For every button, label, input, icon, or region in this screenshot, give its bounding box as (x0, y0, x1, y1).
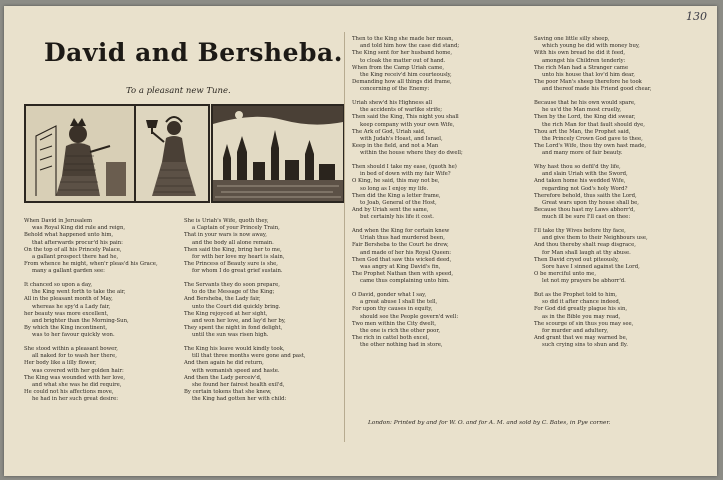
verse-line: so did it after chance indeed, (542, 299, 621, 306)
verse-line: The rich Man had a Stranger came (534, 64, 629, 71)
verse-line: It chanced so upon a day, (24, 282, 93, 289)
verse-line: was covered with her golden hair: (32, 367, 124, 374)
verse-line: Saving one little silly sheep, (534, 36, 610, 42)
city-skyline-image (213, 106, 343, 201)
verse-line: And then the Lady perceiv'd, (184, 374, 262, 381)
verse-line: Uriah thus had murdered been, (360, 235, 445, 242)
stanza (352, 100, 463, 158)
verse-line: amongst his Children tenderly: (542, 57, 626, 64)
verse-line: her beauty was more excellent, (24, 310, 109, 317)
verse-line: Then said the King, This night you shall (352, 114, 459, 121)
verse-line: O be merciful unto me, (534, 271, 597, 278)
stanza (352, 36, 463, 94)
stanza (24, 346, 158, 404)
verse-line: regarding not God's holy Word? (542, 185, 628, 192)
verse-line: should see the People govern'd well: (360, 313, 459, 320)
stanza (184, 282, 306, 340)
verse-line: for Man shall laugh at thy abuse. (542, 249, 631, 256)
verse-line: all naked for to wash her there, (32, 353, 117, 360)
verse-line: he us'd the Man most cruelly, (542, 107, 622, 114)
verse-line: and many more of fair beauty. (542, 150, 623, 157)
seated-king-woodcut (24, 104, 136, 203)
verse-line: Sore have I sinned against the Lord, (542, 264, 640, 271)
verse-line: And then again he did return, (184, 360, 264, 367)
tune-subtitle: To a pleasant new Tune. (126, 86, 231, 96)
verse-line: was to her favour quickly won. (32, 332, 115, 339)
verse-line: They spent the night in fond delight, (184, 325, 283, 332)
verse-line: Thou art the Man, the Prophet said, (534, 128, 631, 135)
verse-line: Two men within the City dwelt, (352, 320, 437, 327)
verse-line: With his own bread he did it feed, (534, 50, 626, 57)
verse-line: keep company with your own Wife, (360, 121, 455, 128)
verse-line: The scourge of sin thus you may see, (534, 320, 634, 327)
verse-line: and won her love, and lay'd her by, (192, 318, 286, 325)
verse-line: the rich Man for that fault should dye, (542, 121, 645, 128)
verse-line: came thus complaining unto him. (360, 278, 450, 285)
verse-line: and told him how the case did stand; (360, 43, 460, 50)
verse-line: Then David cryed out piteously, (534, 256, 619, 263)
verse-line: as in the Bible you may read, (542, 313, 621, 320)
stanza (534, 100, 651, 158)
verse-line: the one is rich the other poor, (360, 328, 441, 335)
verse-line: And grant that we may warned be, (534, 335, 628, 342)
verse-line: and what she was he did require, (32, 382, 122, 389)
verse-column-1 (24, 218, 158, 410)
verse-line: till that three months were gone and past, (192, 353, 306, 360)
stanza (184, 346, 306, 404)
verse-line: with Judah's Hoast, and Israel, (360, 136, 443, 143)
verse-line: The Prophet Nathan then with speed, (352, 271, 454, 278)
verse-line: For God did greatly plague his sin, (534, 306, 628, 313)
verse-line: a gallant prospect there had he, (32, 254, 119, 261)
verse-line: many a gallant garden see: (32, 268, 105, 275)
verse-line: to cloak the matter out of hand. (360, 57, 446, 64)
verse-line: The Servants they do soon prepare, (184, 282, 280, 289)
stanza (352, 164, 463, 222)
verse-line: which young he did with money buy, (542, 43, 640, 50)
verse-line: When from the Camp Uriah came, (352, 64, 445, 71)
verse-line: Why hast thou so defil'd thy life, (534, 164, 621, 171)
verse-line: Uriah shew'd his Highness all (352, 100, 433, 107)
verse-line: Then said the King, bring her to me, (184, 246, 282, 253)
verse-line: The poor Man's sheep therefore he took (534, 79, 642, 86)
verse-line: Then should I take my ease, (quoth he) (352, 164, 457, 171)
verse-line: That in your wars is now away, (184, 232, 267, 239)
verse-line: the King had gotten her with child: (192, 396, 287, 403)
seated-king-image (26, 106, 134, 201)
broadside-sheet (4, 6, 717, 476)
verse-line: and give them to their Neighbours use, (542, 235, 648, 242)
verse-line: a great abuse I shall the tell, (360, 299, 438, 306)
verse-line: Great wars upon thy house shall be, (542, 200, 639, 207)
stanza (534, 36, 651, 94)
verse-line: was Royal King did rule and reign, (32, 225, 126, 232)
verse-line: O King, he said, this may not be, (352, 178, 440, 185)
verse-line: I'll take thy Wives before thy face, (534, 228, 626, 235)
folio-number: 130 (686, 10, 707, 23)
verse-line: The rich in cattel both excel, (352, 335, 430, 342)
verse-line: But as the Prophet told to him, (534, 292, 617, 299)
verse-line: was angry at King David's fin, (360, 264, 441, 271)
verse-line: The Princess of Beauty sure is she, (184, 261, 278, 268)
verse-line: Her body like a lilly flower, (24, 360, 97, 367)
verse-line: For upon thy causes in equity, (352, 306, 433, 313)
verse-column-3 (352, 36, 463, 356)
verse-line: Then God that saw this wicked deed, (352, 256, 452, 263)
stanza (24, 282, 158, 340)
verse-line: Then by the Lord, the King did swear, (534, 114, 636, 121)
verse-line: Behold what happened unto him, (24, 232, 114, 239)
verse-line: with womanish speed and haste. (192, 367, 280, 374)
verse-line: The King sent for her husband home, (352, 50, 453, 57)
verse-line: And Bersheba, the Lady fair, (184, 296, 261, 303)
verse-line: unto his house that lov'd him dear, (542, 72, 635, 79)
verse-line: to do the Message of the King; (192, 289, 275, 296)
verse-line: so long as I enjoy my life. (360, 185, 429, 192)
verse-line: she found her fairest health exil'd, (192, 382, 285, 389)
stanza (534, 292, 651, 350)
verse-column-4 (534, 36, 651, 356)
verse-line: And thou thereby shalt reap disgrace, (534, 242, 636, 249)
verse-line: The King was wounded with her love, (24, 374, 126, 381)
verse-line: the Princely Crown God gave to thee, (542, 136, 643, 143)
stanza (352, 292, 463, 350)
verse-line: Demanding how all things did frame, (352, 79, 452, 86)
verse-line: and thereof made his Friend good chear, (542, 86, 652, 93)
stanza (184, 218, 306, 276)
verse-line: he had in her such great desire: (32, 396, 119, 403)
ballad-title: David and Bersheba. (44, 38, 343, 67)
stanza (24, 218, 158, 276)
verse-line: By which the King incontinent, (24, 325, 108, 332)
verse-line: The Ark of God, Uriah said, (352, 128, 426, 135)
verse-line: and brighter than the Morning-Sun, (32, 318, 129, 325)
verse-line: She stood within a pleasant bower, (24, 346, 118, 353)
verse-line: for with her love my heart is slain, (192, 254, 285, 261)
verse-line: On the top of all his Princely Palace, (24, 246, 122, 253)
column-divider (344, 32, 345, 442)
verse-line: The Lord's Wife, thou thy own hast made, (534, 143, 647, 150)
verse-line: but certainly his life it cost. (360, 214, 434, 221)
verse-line: for murder and adultery, (542, 328, 609, 335)
verse-line: the other nothing had in store, (360, 342, 443, 349)
verse-line: until the sun was risen high. (192, 332, 269, 339)
verse-line: unto the Court did quickly bring. (192, 303, 281, 310)
verse-line: concerning of the Enemy: (360, 86, 430, 93)
city-skyline-woodcut (211, 104, 345, 203)
verse-line: From whence he might, when'r pleas'd his Grace, (24, 261, 158, 268)
verse-line: for whom I do great grief sustain. (192, 268, 283, 275)
verse-line: within the house where they do dwell; (360, 150, 463, 157)
verse-line: He could not his affections move, (24, 389, 114, 396)
verse-line: And taken home his wedded Wife, (534, 178, 626, 185)
verse-line: Because thou hast my Laws abhorr'd, (534, 207, 636, 214)
verse-line: whereas he spy'd a Lady fair, (32, 303, 111, 310)
verse-line: By certain tokens that she knew, (184, 389, 272, 396)
verse-line: that afterwards procur'd his pain: (32, 239, 123, 246)
stanza (352, 228, 463, 286)
verse-line: and made of her his Royal Queen: (360, 249, 452, 256)
stanza (534, 228, 651, 286)
verse-line: the King went forth to take the air, (32, 289, 126, 296)
printer-imprint: London: Printed by and for W. O. and for A. M. and sold by C. Bates, in Pye corner. (368, 420, 611, 426)
verse-line: She is Uriah's Wife, quoth they, (184, 218, 269, 224)
stanza (534, 164, 651, 222)
verse-line: and slain Uriah with the Sword, (542, 171, 628, 178)
verse-line: The King rejoyced at her sight, (184, 310, 268, 317)
verse-line: such crying sins to shun and fly. (542, 342, 628, 349)
verse-line: The King his leave would kindly took, (184, 346, 285, 353)
verse-line: And by Uriah sent the same, (352, 207, 429, 214)
lady-with-cup-image (136, 106, 208, 201)
verse-line: All in the pleasant month of May, (24, 296, 113, 303)
verse-line: let not my prayers be abhorr'd. (542, 278, 626, 285)
verse-line: the accidents of warlike strife; (360, 107, 443, 114)
verse-line: much ill be sure I'll cast on thee: (542, 214, 631, 221)
verse-line: Then to the King she made her moan, (352, 36, 454, 42)
verse-line: the King receiv'd him courteously, (360, 72, 452, 79)
verse-line: Because that he his own would spare, (534, 100, 636, 107)
verse-line: Keep in the field, and not a Man (352, 143, 439, 150)
verse-line: to Joab, General of the Host, (360, 200, 437, 207)
verse-line: and the body all alone remain. (192, 239, 274, 246)
verse-line: a Captain of your Princely Train, (192, 225, 280, 232)
verse-column-2 (184, 218, 306, 410)
verse-line: Then did the King a letter frame, (352, 192, 441, 199)
verse-line: Fair Bersheba to the Court he drew, (352, 242, 449, 249)
verse-line: When David in Jerusalem (24, 218, 92, 224)
verse-line: in bed of down with my fair Wife? (360, 171, 451, 178)
verse-line: Therefore behold, thus saith the Lord, (534, 192, 637, 199)
verse-line: And when the King for certain knew (352, 228, 450, 235)
verse-line: O David, gonder what I say, (352, 292, 427, 299)
lady-with-cup-woodcut (134, 104, 210, 203)
